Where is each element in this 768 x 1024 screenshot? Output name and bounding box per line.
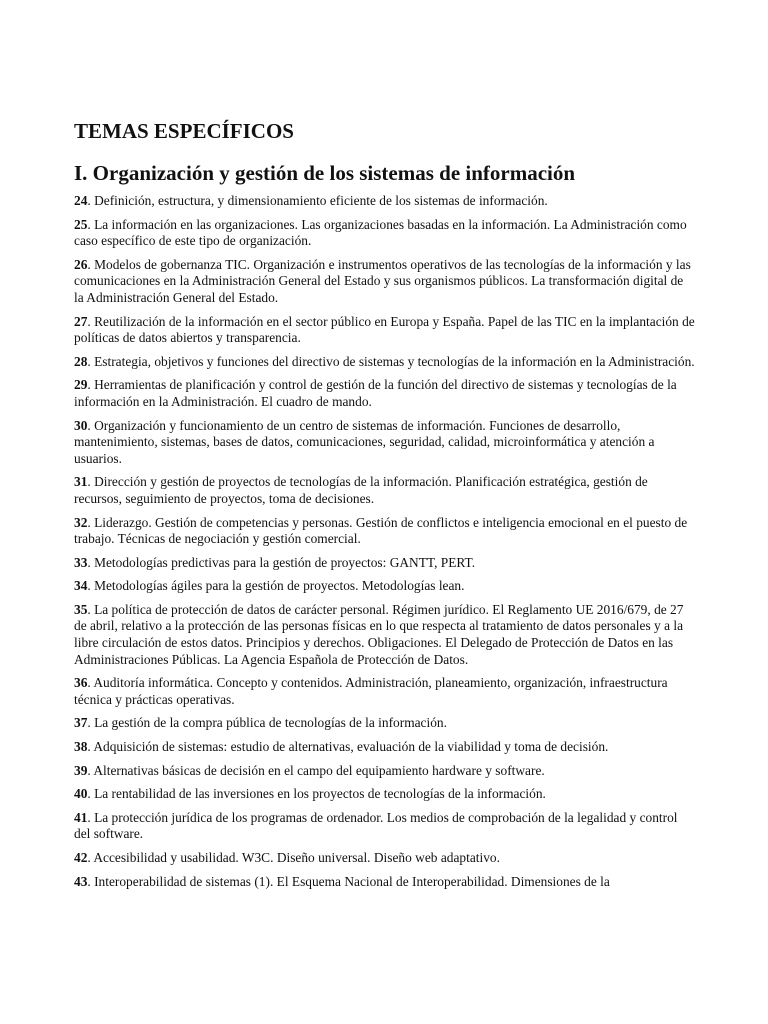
topic-number: 39 [74, 762, 88, 778]
topic-item [74, 810, 696, 843]
topic-text: . Interoperabilidad de sistemas (1). El Esquema Nacional de Interoperabilidad. Dimensiones de la [87, 873, 610, 889]
topic-item [74, 515, 696, 548]
topic-number: 43 [74, 873, 88, 889]
document-page [74, 118, 696, 897]
section-title: I. Organización y gestión de los sistemas de información [74, 161, 576, 185]
topic-number: 41 [74, 809, 88, 825]
topic-text: . Adquisición de sistemas: estudio de alternativas, evaluación de la viabilidad y toma de decisión. [87, 739, 609, 755]
topic-text: . Alternativas básicas de decisión en el campo del equipamiento hardware y software. [87, 762, 545, 778]
topic-text: . Auditoría informática. Concepto y contenidos. Administración, planeamiento, organización, infraestructura técnica y prácticas operativas. [74, 675, 668, 707]
topic-item [74, 715, 696, 732]
topic-number: 35 [74, 601, 88, 617]
topic-number: 38 [74, 739, 88, 755]
topic-text: . Definición, estructura, y dimensionamiento eficiente de los sistemas de información. [87, 193, 548, 208]
topic-text: . Metodologías ágiles para la gestión de proyectos. Metodologías lean. [87, 578, 465, 594]
topic-text: . Metodologías predictivas para la gestión de proyectos: GANTT, PERT. [87, 554, 476, 570]
document-title: TEMAS ESPECÍFICOS [74, 119, 294, 143]
topic-item [74, 874, 696, 891]
topic-number: 26 [74, 256, 88, 272]
topic-item [74, 578, 696, 595]
topic-item [74, 314, 696, 347]
topic-number: 37 [74, 715, 88, 731]
topic-text: . Herramientas de planificación y control de gestión de la función del directivo de sistemas y tecnologías de la información en la Administración. El cuadro de mando. [74, 377, 677, 409]
topic-item [74, 739, 696, 756]
topic-number: 31 [74, 474, 88, 490]
topic-number: 42 [74, 850, 88, 865]
topic-number: 33 [74, 554, 88, 570]
topic-number: 28 [74, 353, 88, 369]
topic-item [74, 217, 696, 250]
topic-item [74, 377, 696, 410]
topic-text: . Modelos de gobernanza TIC. Organización e instrumentos operativos de las tecnologías de la información y las comunicaciones en la Administración General del Estado y sus organismos públicos. La transformación digital de la Administración General del Estado. [74, 256, 691, 305]
topic-text: . La protección jurídica de los programas de ordenador. Los medios de comprobación de la legalidad y control del software. [74, 809, 678, 842]
topic-item [74, 474, 696, 507]
topic-number: 30 [74, 417, 88, 433]
topic-number: 40 [74, 786, 88, 802]
topic-number: 27 [74, 313, 88, 329]
topic-text: . Organización y funcionamiento de un centro de sistemas de información. Funciones de desarrollo, mantenimiento, sistemas, bases de datos, comunicaciones, seguridad, calidad, microinformática y atención a usuarios. [74, 417, 655, 466]
topic-item [74, 763, 696, 780]
topic-item [74, 354, 696, 371]
topic-text: . La política de protección de datos de carácter personal. Régimen jurídico. El Reglamento UE 2016/679, de 27 de abril, relativo a la protección de las personas físicas en lo que respecta al tratamiento de datos personales y a la libre circulación de estos datos. Principios y derechos. Obligaciones. El Delegado de Protección de Datos en las Administraciones Públicas. La Agencia Española de Protección de Datos. [74, 601, 684, 667]
topic-number: 24 [74, 193, 88, 208]
topic-item [74, 675, 696, 708]
topic-item [74, 602, 696, 668]
topic-text: . La información en las organizaciones. Las organizaciones basadas en la información. La Administración como caso específico de este tipo de organización. [74, 216, 687, 249]
topic-item [74, 555, 696, 572]
topic-item [74, 850, 696, 867]
topic-text: . La rentabilidad de las inversiones en los proyectos de tecnologías de la información. [87, 786, 546, 802]
topic-item [74, 193, 696, 210]
topic-item [74, 786, 696, 803]
topic-number: 36 [74, 675, 88, 691]
topic-text: . Dirección y gestión de proyectos de tecnologías de la información. Planificación estratégica, gestión de recursos, seguimiento de proyectos, toma de decisiones. [74, 474, 648, 506]
topic-number: 32 [74, 514, 88, 530]
topic-number: 25 [74, 216, 88, 232]
topic-item [74, 418, 696, 468]
topic-number: 34 [74, 578, 88, 594]
topic-text: . Estrategia, objetivos y funciones del directivo de sistemas y tecnologías de la información en la Administración. [87, 353, 695, 369]
topic-text: . Accesibilidad y usabilidad. W3C. Diseño universal. Diseño web adaptativo. [87, 850, 500, 865]
topic-text: . Liderazgo. Gestión de competencias y personas. Gestión de conflictos e inteligencia emocional en el puesto de trabajo. Técnicas de negociación y gestión comercial. [74, 514, 688, 547]
topic-number: 29 [74, 377, 88, 393]
topic-item [74, 257, 696, 307]
topic-text: . Reutilización de la información en el sector público en Europa y España. Papel de las TIC en la implantación de políticas de datos abiertos y transparencia. [74, 313, 695, 346]
topic-text: . La gestión de la compra pública de tecnologías de la información. [87, 715, 447, 731]
